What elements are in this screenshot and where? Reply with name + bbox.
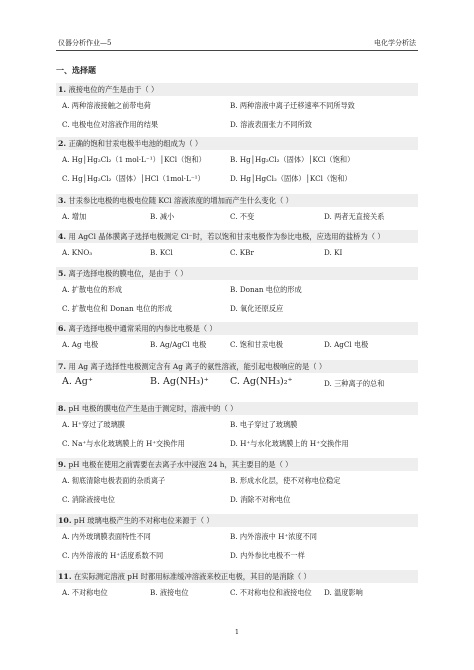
option-c: C. KBr [230, 248, 254, 257]
option-a: A. 彻底清除电极表面的杂质离子 [62, 476, 166, 485]
question-stem: 5. 离子选择电极的膜电位，是由于（ ） [56, 267, 418, 280]
header-right: 电化学分析法 [374, 39, 416, 47]
option-b: B. 两种溶液中离子迁移速率不同所导致 [230, 101, 355, 110]
option-d: D. Hg│HgCl₂（固体）│KCl（饱和） [230, 174, 352, 183]
question-7 [56, 360, 418, 397]
option-a: A. Ag 电极 [62, 340, 99, 349]
option-a: A. 两种溶液接触之前带电荷 [62, 101, 151, 110]
question-stem: 7. 用 Ag 离子选择性电极测定含有 Ag 离子的氨性溶液，能引起电极响应的是（ ） [56, 360, 418, 373]
header-left: 仪器分析作业—5 [58, 39, 112, 47]
option-c: C. 扩散电位和 Donan 电位的形成 [62, 304, 172, 313]
question-2 [56, 137, 418, 188]
option-b: B. 液接电位 [150, 588, 189, 597]
option-d: D. KI [324, 248, 343, 257]
option-c: C. Na⁺与水化玻璃膜上的 H⁺交换作用 [62, 439, 185, 448]
option-c: C. Hg│Hg₂Cl₂（固体）│HCl（1mol·L⁻¹） [62, 174, 205, 183]
option-b: B. Donan 电位的形成 [230, 285, 302, 294]
question-3 [56, 194, 418, 226]
option-b: B. 内外溶液中 H⁺浓度不同 [230, 532, 317, 541]
option-d: D. 温度影响 [324, 588, 363, 597]
question-stem: 10. pH 玻璃电极产生的不对称电位来源于（ ） [56, 514, 418, 527]
option-d: D. H⁺与水化玻璃膜上的 H⁺交换作用 [230, 439, 349, 448]
option-a: A. H⁺穿过了玻璃膜 [62, 420, 125, 429]
question-11 [56, 570, 418, 602]
option-b: B. 电子穿过了玻璃膜 [230, 420, 298, 429]
option-d: D. 消除不对称电位 [230, 495, 291, 504]
option-b: B. KCl [150, 248, 173, 257]
option-c: C. Ag(NH₃)₂⁺ [230, 376, 293, 387]
option-a: A. 增加 [62, 212, 87, 221]
option-c: C. 内外溶液的 H⁺活度系数不同 [62, 551, 164, 560]
option-a: A. Ag⁺ [62, 376, 93, 387]
option-a: A. KNO₃ [62, 248, 93, 257]
option-d: D. AgCl 电极 [324, 340, 369, 349]
question-stem: 9. pH 电极在使用之前需要在去离子水中浸泡 24 h，其主要目的是（ ） [56, 458, 418, 471]
section-title: 一、选择题 [56, 65, 96, 75]
option-d: D. 内外参比电极不一样 [230, 551, 305, 560]
question-stem: 1. 液接电位的产生是由于（ ） [56, 83, 418, 96]
option-b: B. 减小 [150, 212, 175, 221]
question-stem: 6. 离子选择电极中通常采用的内参比电极是（ ） [56, 322, 418, 335]
question-stem: 11. 在实际测定溶液 pH 时都用标准缓冲溶液来校正电极，其目的是消除（ ） [56, 570, 418, 583]
option-a: A. 不对称电位 [62, 588, 108, 597]
page-header [56, 38, 418, 51]
page-number: 1 [234, 628, 240, 636]
option-d: D. 溶液表面张力不同所致 [230, 120, 312, 129]
question-stem: 4. 用 AgCl 晶体膜离子选择电极测定 Cl⁻时，若以饱和甘汞电极作为参比电极，应选用的盐桥为（ ） [56, 230, 418, 243]
question-5 [56, 267, 418, 318]
question-8 [56, 402, 418, 453]
option-b: B. Ag/AgCl 电极 [150, 340, 207, 349]
option-b: B. Hg│Hg₂Cl₂（固体）│KCl（饱和） [230, 155, 355, 164]
question-stem: 3. 甘汞参比电极的电极电位随 KCl 溶液浓度的增加而产生什么变化（ ） [56, 194, 418, 207]
question-10 [56, 514, 418, 565]
question-9 [56, 458, 418, 509]
option-a: A. Hg│Hg₂Cl₂（1 mol·L⁻¹）│KCl（饱和） [62, 155, 206, 164]
option-d: D. 三种离子的总和 [324, 379, 385, 388]
question-stem: 8. pH 电极的膜电位产生是由于测定时，溶液中的（ ） [56, 402, 418, 415]
option-c: C. 不对称电位和液接电位 [230, 588, 312, 597]
option-c: C. 电极电位对溶液作用的结果 [62, 120, 159, 129]
option-d: D. 氧化还原反应 [230, 304, 284, 313]
option-c: C. 饱和甘汞电极 [230, 340, 283, 349]
question-1 [56, 83, 418, 134]
option-b: B. Ag(NH₃)⁺ [150, 376, 209, 387]
option-b: B. 形成水化层，使不对称电位稳定 [230, 476, 341, 485]
option-d: D. 两者无直接关系 [324, 212, 385, 221]
question-6 [56, 322, 418, 354]
option-a: A. 内外玻璃膜表面特性不同 [62, 532, 151, 541]
question-stem: 2. 正确的饱和甘汞电极半电池的组成为（ ） [56, 137, 418, 150]
option-a: A. 扩散电位的形成 [62, 285, 123, 294]
option-c: C. 消除液接电位 [62, 495, 115, 504]
option-c: C. 不变 [230, 212, 255, 221]
question-4 [56, 230, 418, 262]
